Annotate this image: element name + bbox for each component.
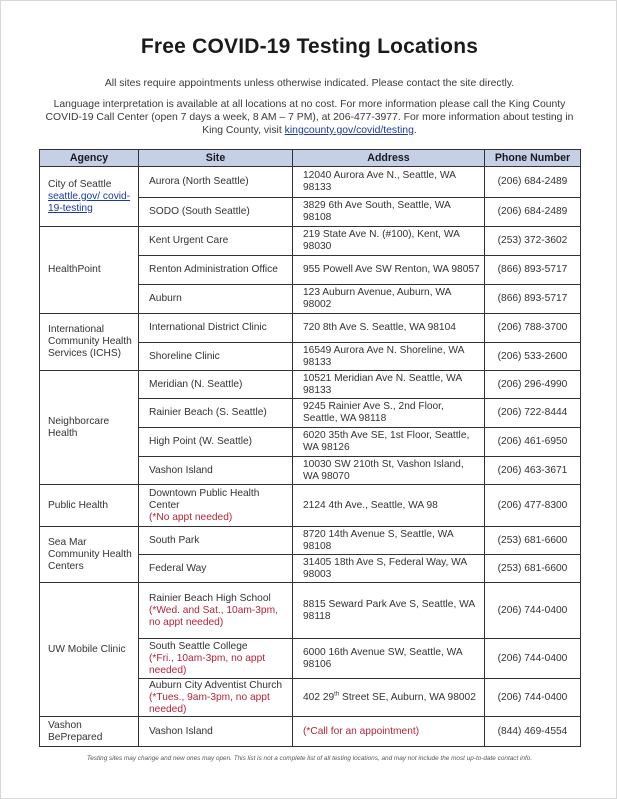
phone-cell: (206) 477-8300: [485, 485, 581, 527]
table-row: [40, 527, 581, 555]
phone-cell: (206) 744-0400: [485, 679, 581, 717]
phone-cell: (206) 684-2489: [485, 198, 581, 227]
site-cell: Aurora (North Seattle): [139, 167, 293, 198]
agency-cell: [40, 167, 139, 227]
table-row: [40, 227, 581, 256]
testing-locations-table: [39, 149, 581, 747]
table-row: [40, 371, 581, 399]
address-cell: 6020 35th Ave SE, 1st Floor, Seattle, WA 98126: [293, 428, 485, 457]
address-cell: 123 Auburn Avenue, Auburn, WA 98002: [293, 285, 485, 314]
agency-cell: UW Mobile Clinic: [40, 583, 139, 717]
agency-link[interactable]: seattle.gov/ covid-19-testing: [48, 190, 131, 214]
site-cell: Kent Urgent Care: [139, 227, 293, 256]
phone-cell: (206) 722-8444: [485, 399, 581, 428]
site-cell: [139, 485, 293, 527]
footnote: Testing sites may change and new ones may open. This list is not a complete list of all testing locations, and may not include the most up-to-date contact info.: [86, 755, 533, 762]
phone-cell: (206) 461-6950: [485, 428, 581, 457]
agency-cell: Public Health: [40, 485, 139, 527]
site-cell: South Park: [139, 527, 293, 555]
phone-cell: (206) 744-0400: [485, 583, 581, 639]
agency-cell: Sea Mar Community Health Centers: [40, 527, 139, 583]
col-header-phone: Phone Number: [485, 150, 581, 167]
address-cell: 720 8th Ave S. Seattle, WA 98104: [293, 314, 485, 343]
site-cell: Auburn: [139, 285, 293, 314]
intro-appointments: All sites require appointments unless otherwise indicated. Please contact the site directly.: [104, 78, 515, 89]
table-row: [40, 314, 581, 343]
site-cell: Federal Way: [139, 555, 293, 583]
site-cell: [139, 639, 293, 679]
agency-cell: Vashon BePrepared: [40, 717, 139, 747]
address-cell: 955 Powell Ave SW Renton, WA 98057: [293, 256, 485, 285]
phone-cell: (206) 533-2600: [485, 343, 581, 371]
address-cell: 10521 Meridian Ave N. Seattle, WA 98133: [293, 371, 485, 399]
address-cell: 3829 6th Ave South, Seattle, WA 98108: [293, 198, 485, 227]
site-name: Rainier Beach High School: [149, 592, 271, 604]
agency-cell: International Community Health Services (ICHS): [40, 314, 139, 371]
testing-info-link[interactable]: kingcounty.gov/covid/testing: [284, 125, 414, 136]
address-cell: 8720 14th Avenue S, Seattle, WA 98108: [293, 527, 485, 555]
phone-cell: (844) 469-4554: [485, 717, 581, 747]
address-cell: [293, 717, 485, 747]
table-row: [40, 167, 581, 198]
phone-cell: (206) 684-2489: [485, 167, 581, 198]
agency-cell: HealthPoint: [40, 227, 139, 314]
address-cell: 12040 Aurora Ave N., Seattle, WA 98133: [293, 167, 485, 198]
address-ordinal: th: [334, 691, 340, 698]
address-cell: 16549 Aurora Ave N. Shoreline, WA 98133: [293, 343, 485, 371]
phone-cell: (866) 893-5717: [485, 285, 581, 314]
agency-name: City of Seattle: [48, 178, 112, 190]
address-note: (*Call for an appointment): [303, 725, 420, 737]
site-cell: Rainier Beach (S. Seattle): [139, 399, 293, 428]
page-title: Free COVID-19 Testing Locations: [140, 35, 479, 58]
phone-cell: (866) 893-5717: [485, 256, 581, 285]
site-note: (*Tues., 9am-3pm, no appt needed): [149, 691, 270, 715]
site-name: Auburn City Adventist Church: [149, 679, 283, 691]
table-header-row: [40, 150, 581, 167]
phone-cell: (206) 463-3671: [485, 457, 581, 485]
address-cell: 2124 4th Ave., Seattle, WA 98: [293, 485, 485, 527]
intro-language-text: Language interpretation is available at all locations at no cost. For more information please call the King County COVID-19 Call Center (open 7 days a week, 8 AM – 7 PM), at 206-477-3977. For more information about testing in King County, visit: [45, 99, 574, 136]
address-cell: 9245 Rainier Ave S., 2nd Floor, Seattle, WA 98118: [293, 399, 485, 428]
intro-language: [41, 98, 578, 137]
phone-cell: (253) 681-6600: [485, 527, 581, 555]
col-header-site: Site: [139, 150, 293, 167]
site-note: (*Fri., 10am-3pm, no appt needed): [149, 652, 266, 676]
intro-period: .: [413, 125, 417, 136]
col-header-address: Address: [293, 150, 485, 167]
address-cell: [293, 679, 485, 717]
phone-cell: (253) 681-6600: [485, 555, 581, 583]
table-row: [40, 485, 581, 527]
address-cell: 10030 SW 210th St, Vashon Island, WA 98070: [293, 457, 485, 485]
address-text-rest: Street SE, Auburn, WA 98002: [339, 691, 476, 703]
address-text: 402 29: [303, 691, 335, 703]
agency-cell: Neighborcare Health: [40, 371, 139, 485]
address-cell: 31405 18th Ave S, Federal Way, WA 98003: [293, 555, 485, 583]
site-name: Downtown Public Health Center: [149, 487, 260, 511]
phone-cell: (206) 788-3700: [485, 314, 581, 343]
site-cell: Vashon Island: [139, 717, 293, 747]
phone-cell: (253) 372-3602: [485, 227, 581, 256]
site-cell: Meridian (N. Seattle): [139, 371, 293, 399]
site-name: South Seattle College: [149, 640, 248, 652]
col-header-agency: Agency: [40, 150, 139, 167]
table-row: [40, 717, 581, 747]
address-cell: 6000 16th Avenue SW, Seattle, WA 98106: [293, 639, 485, 679]
address-cell: 8815 Seward Park Ave S, Seattle, WA 98118: [293, 583, 485, 639]
site-cell: Renton Administration Office: [139, 256, 293, 285]
phone-cell: (206) 296-4990: [485, 371, 581, 399]
site-note: (*Wed. and Sat., 10am-3pm, no appt needed): [149, 604, 278, 628]
site-cell: SODO (South Seattle): [139, 198, 293, 227]
table-row: [40, 583, 581, 639]
site-note: (*No appt needed): [149, 511, 233, 523]
site-cell: [139, 679, 293, 717]
site-cell: Vashon Island: [139, 457, 293, 485]
phone-cell: (206) 744-0400: [485, 639, 581, 679]
site-cell: High Point (W. Seattle): [139, 428, 293, 457]
site-cell: International District Clinic: [139, 314, 293, 343]
site-cell: Shoreline Clinic: [139, 343, 293, 371]
address-cell: 219 State Ave N. (#100), Kent, WA 98030: [293, 227, 485, 256]
site-cell: [139, 583, 293, 639]
